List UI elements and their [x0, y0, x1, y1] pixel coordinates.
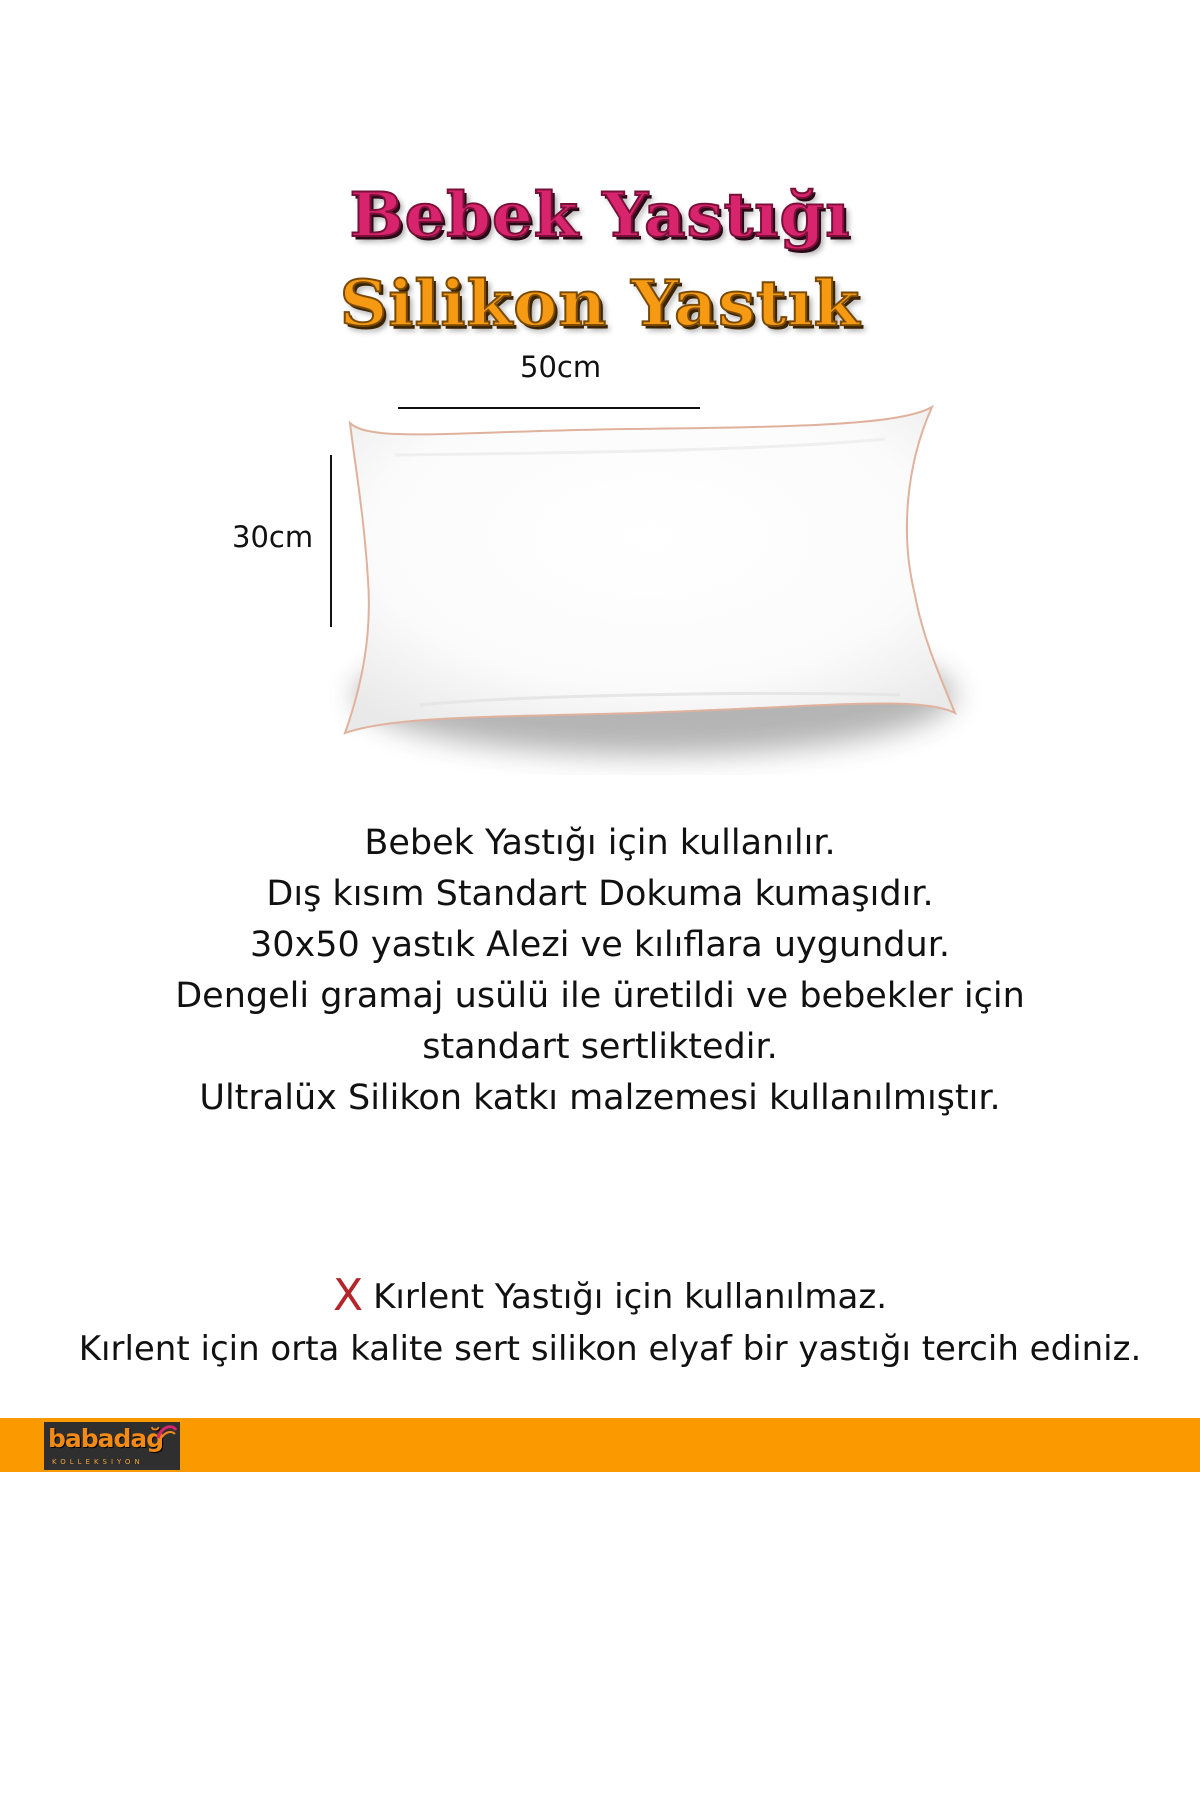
pillow-illustration: [300, 395, 980, 775]
title-bebek-yastigi: Bebek Yastığı: [349, 179, 851, 252]
babadag-logo: [44, 1422, 180, 1470]
description-line: standart sertliktedir.: [422, 1027, 778, 1067]
product-description: [100, 818, 1100, 1124]
logo-swirl-icon: [156, 1424, 178, 1442]
description-line: Bebek Yastığı için kullanılır.: [364, 823, 836, 863]
usage-warning: [40, 1270, 1180, 1375]
description-line: Dış kısım Standart Dokuma kumaşıdır.: [266, 874, 934, 914]
warning-line-1: [40, 1270, 1180, 1323]
description-line: 30x50 yastık Alezi ve kılıflara uygundur.: [249, 925, 951, 965]
logo-subtitle: KOLLEKSIYON: [52, 1458, 144, 1466]
description-line: Dengeli gramaj usülü ile üretildi ve bebekler için: [175, 976, 1025, 1016]
warning-x-icon: X: [332, 1270, 364, 1321]
warning-line-2: Kırlent için orta kalite sert silikon elyaf bir yastığı tercih ediniz.: [78, 1329, 1142, 1369]
title-silikon-yastik: Silikon Yastık: [339, 265, 861, 341]
brand-bar: [0, 1418, 1200, 1472]
width-dimension-label: 50cm: [520, 350, 602, 384]
height-dimension-label: 30cm: [232, 520, 314, 554]
logo-wordmark: babadağ: [48, 1424, 164, 1453]
description-line: Ultralüx Silikon katkı malzemesi kullanılmıştır.: [199, 1078, 1001, 1118]
warning-text-1: Kırlent Yastığı için kullanılmaz.: [373, 1277, 888, 1317]
